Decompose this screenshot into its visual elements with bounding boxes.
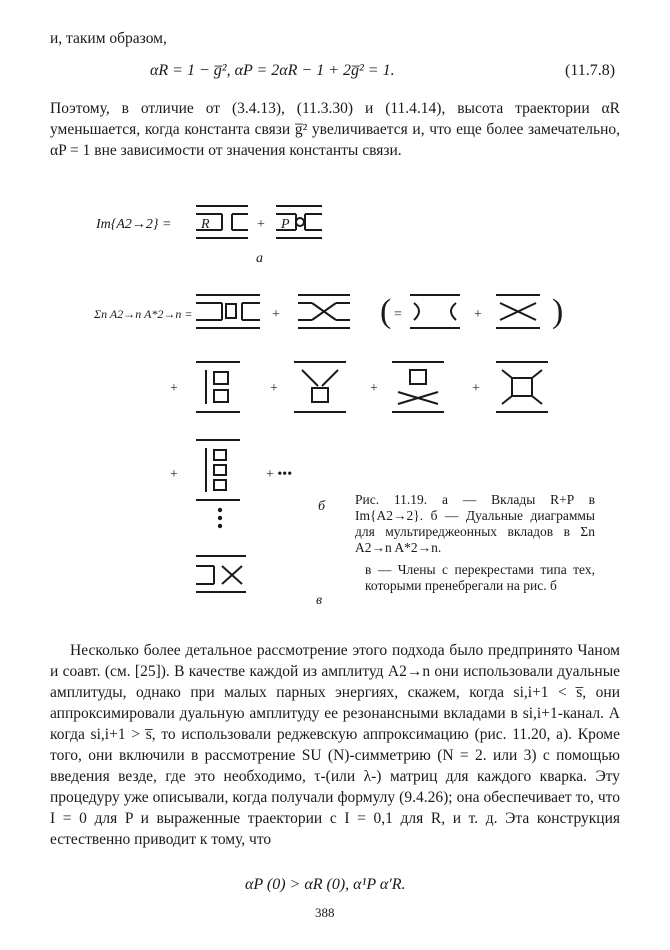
fig-plus: +	[370, 381, 378, 396]
fig-plus: +	[170, 381, 178, 396]
fig-label-a: а	[256, 251, 263, 266]
caption-line-2: в — Члены с перекрестами типа тех, которыми пренебрегали на рис. б	[365, 562, 595, 593]
fig-r-label: R	[201, 217, 210, 232]
fig-close-paren: )	[552, 293, 564, 330]
fig-plus: +	[474, 307, 482, 322]
fig-plus: +	[257, 217, 265, 232]
equation-11-7-8: αR = 1 − g̅², αP = 2αR − 1 + 2g̅² = 1.	[150, 62, 395, 79]
fig-row1-label: Im{A2→2} =	[96, 217, 172, 232]
intro-text: и, таким образом,	[50, 30, 167, 47]
fig-plus: +	[170, 467, 178, 482]
fig-open-paren: (	[380, 293, 392, 330]
fig-equals: =	[394, 307, 402, 322]
fig-dots: + •••	[266, 467, 293, 482]
fig-row2-label: Σn A2→n A*2→n =	[94, 307, 193, 321]
fig-label-v: в	[316, 593, 323, 608]
diagram-row-b-third	[196, 440, 240, 500]
page-number: 388	[315, 905, 335, 920]
diagram-row-b-first	[196, 295, 540, 328]
figure-caption	[355, 492, 595, 594]
fig-plus: +	[472, 381, 480, 396]
paragraph-2: Несколько более детальное рассмотрение этого подхода было предпринято Чаном и соавт. (см. [25]). В качестве каждой из амплитуд A2→n они использовали дуальные амплитуды, однако при малых парных энергиях, скажем, когда si,i+1 < s̅, они аппроксимировали дуальную амплитуду ее резонансными вкладами в si,i+1-канал. А когда si,i+1 > s̅, то использовали реджевскую аппроксимацию (рис. 11.20, а). Кроме того, они включили в рассмотрение SU (N)-симметрию (N = 2. или 3) с помощью введения везде, где это необходимо, τ-(или λ-) матриц для каждого кварка. Эту процедуру уже описывали, когда получали формулу (9.4.26); она обеспечивает то, что I = 0 для P и выраженные траектории с I = 0,1 для R, и т. д. Эта конструкция естественно приводит к тому, что	[50, 642, 620, 848]
fig-plus: +	[270, 381, 278, 396]
caption-line-1: Рис. 11.19. а — Вклады R+P в Im{A2→2}. б — Дуальные диаграммы для мультиреджеонных вкладов в Σn A2→n A*2→n.	[355, 492, 595, 555]
paragraph-1: Поэтому, в отличие от (3.4.13), (11.3.30) и (11.4.14), высота траектории αR уменьшается, когда константа связи g̅² увеличивается и, что еще более замечательно, αP = 1 вне зависимости от значения константы связи.	[50, 100, 620, 159]
diagram-row-v	[196, 556, 246, 592]
fig-label-b: б	[318, 499, 326, 514]
equation-number: (11.7.8)	[565, 62, 616, 79]
fig-p-label: P	[281, 217, 290, 232]
fig-plus: +	[272, 307, 280, 322]
equation-final: αP (0) > αR (0), α¹P α′R.	[245, 876, 406, 893]
